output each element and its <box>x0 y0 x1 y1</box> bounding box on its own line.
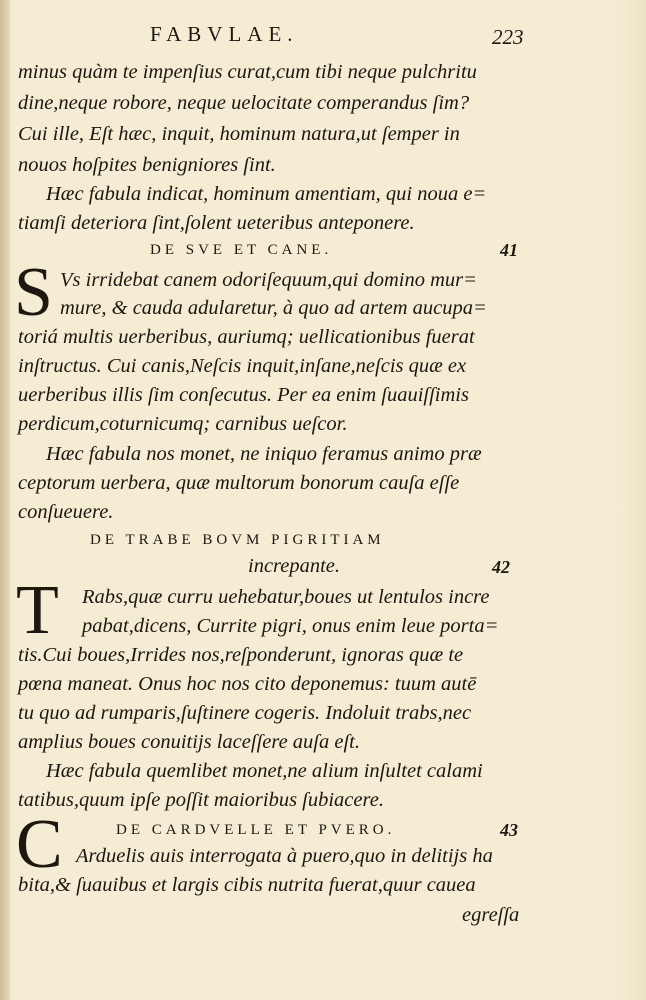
text-line: Hæc fabula nos monet, ne iniquo feramus animo præ <box>46 443 482 465</box>
text-line: tis.Cui boues,Irrides nos,reſponderunt, ignoras quæ te <box>18 644 464 666</box>
text-line: Hæc fabula indicat, hominum amentiam, qui noua e= <box>46 183 487 205</box>
fable-title: DE SVE ET CANE. <box>150 242 333 258</box>
text-line: perdicum,coturnicumq; carnibus ueſcor. <box>18 413 348 435</box>
text-line: Rabs,quæ curru uehebatur,boues ut lentulos incre <box>82 586 490 608</box>
text-line: Hæc fabula quemlibet monet,ne alium inſultet calami <box>46 760 483 782</box>
fable-number: 43 <box>500 820 518 840</box>
text-line: amplius boues conuitijs laceſſere auſa eſt. <box>18 731 360 753</box>
text-line: Cui ille, Eſt hæc, inquit, hominum natura,ut ſemper in <box>18 123 460 145</box>
text-line: mure, & cauda adularetur, à quo ad artem aucupa= <box>60 297 487 319</box>
page-gutter <box>0 0 10 1000</box>
text-line: inſtructus. Cui canis,Neſcis inquit,inſane,neſcis quæ ex <box>18 355 467 377</box>
text-line: conſueuere. <box>18 501 114 523</box>
fable-number: 41 <box>500 240 518 260</box>
fable-number: 42 <box>492 557 510 577</box>
text-line: bita,& ſuauibus et largis cibis nutrita fuerat,quur cauea <box>18 874 476 896</box>
text-line: tu quo ad rumparis,ſuſtinere cogeris. Indoluit trabs,nec <box>18 702 472 724</box>
text-line: toriá multis uerberibus, auriumq; uellicationibus fuerat <box>18 326 475 348</box>
running-header: FABVLAE. <box>150 22 299 46</box>
drop-cap: S <box>14 254 53 331</box>
text-line: ceptorum uerbera, quæ multorum bonorum cauſa eſſe <box>18 472 460 494</box>
text-line: dine,neque robore, neque uelocitate comperandus ſim? <box>18 92 470 114</box>
text-line: tiamſi deteriora ſint,ſolent ueteribus anteponere. <box>18 212 415 234</box>
page-number: 223 <box>492 25 524 49</box>
drop-cap: T <box>16 572 59 649</box>
fable-title: DE TRABE BOVM PIGRITIAM <box>90 532 385 548</box>
fable-subtitle: increpante. <box>248 555 341 577</box>
text-line: uerberibus illis ſim conſecutus. Per ea enim ſuauiſſimis <box>18 384 469 406</box>
text-line: pabat,dicens, Currite pigri, onus enim leue porta= <box>82 615 499 637</box>
text-line: pœna maneat. Onus hoc nos cito deponemus: tuum autē <box>18 673 477 695</box>
text-line: minus quàm te impenſius curat,cum tibi neque pulchritu <box>18 61 477 83</box>
drop-cap: C <box>16 806 63 883</box>
catchword: egreſſa <box>462 904 520 926</box>
text-line: Arduelis auis interrogata à puero,quo in delitijs ha <box>76 845 493 867</box>
text-line: nouos hoſpites benigniores ſint. <box>18 154 276 176</box>
fable-title: DE CARDVELLE ET PVERO. <box>116 822 396 838</box>
text-line: Vs irridebat canem odoriſequum,qui domino mur= <box>60 269 477 291</box>
text-line: tatibus,quum ipſe poſſit maioribus ſubiacere. <box>18 789 384 811</box>
